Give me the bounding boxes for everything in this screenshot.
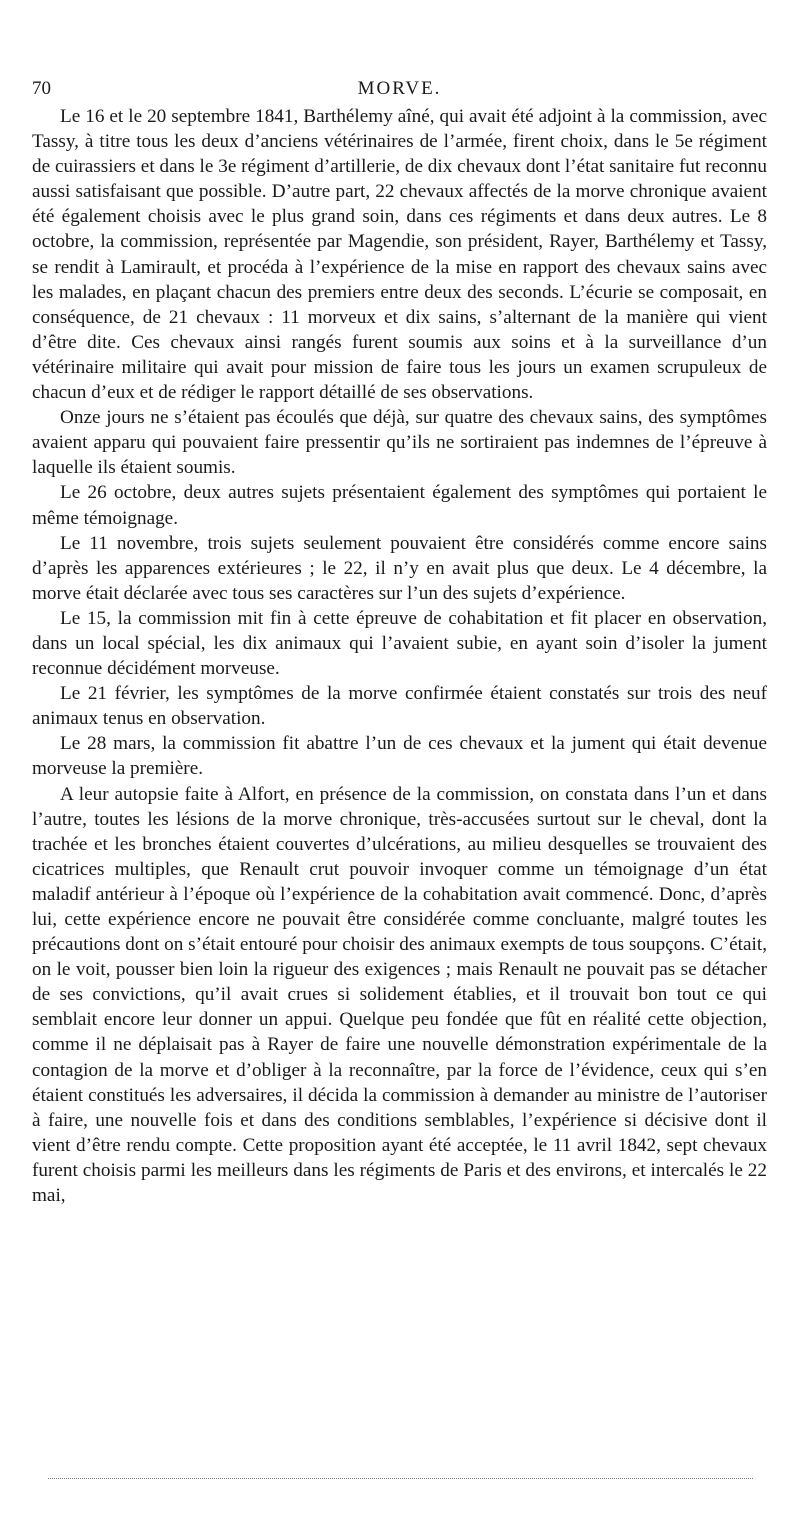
paragraph-26-october: Le 26 octobre, deux autres sujets présentaient également des symptômes qui portaient le même témoignage. bbox=[32, 482, 767, 529]
paragraph-15th: Le 15, la commission mit fin à cette épreuve de cohabitation et fit placer en observation, dans un local spécial, les dix animaux qui l’avaient subie, en ayant soin d’isoler la jument reconnue décidément morveuse. bbox=[32, 607, 767, 680]
body-text bbox=[32, 104, 767, 1208]
footer-dotted-rule bbox=[48, 1478, 753, 1479]
paragraph-experiment-setup: Le 16 et le 20 septembre 1841, Barthélemy aîné, qui avait été adjoint à la commission, avec Tassy, à titre tous les deux d’anciens vétérinaires de l’armée, firent choix, dans le 5e régiment de cuirassiers et dans le 3e régiment d’artillerie, de dix chevaux dont l’état sanitaire fut reconnu aussi satisfaisant que possible. D’autre part, 22 chevaux affectés de la morve chronique avaient été également choisis avec le plus grand soin, dans ces régiments et dans deux autres. Le 8 octobre, la commission, représentée par Magendie, son président, Rayer, Barthélemy et Tassy, se rendit à Lamirault, et procéda à l’expérience de la mise en rapport des chevaux sains avec les malades, en plaçant chacun des premiers entre deux des seconds. L’écurie se composait, en conséquence, de 21 chevaux : 11 morveux et dix sains, s’alternant de la manière qui vient d’être dite. Ces chevaux ainsi rangés furent soumis aux soins et à la surveillance d’un vétérinaire militaire qui avait pour mission de faire tous les jours un examen scrupuleux de chacun d’eux et de rédiger le rapport détaillé de ses observations. bbox=[32, 106, 767, 404]
paragraph-eleven-days: Onze jours ne s’étaient pas écoulés que déjà, sur quatre des chevaux sains, des symptômes avaient apparu qui pouvaient faire pressentir qu’ils ne sortiraient pas indemnes de l’épreuve à laquelle ils étaient soumis. bbox=[32, 407, 767, 479]
running-title: MORVE. bbox=[357, 78, 442, 99]
book-page bbox=[32, 74, 767, 1208]
page-number: 70 bbox=[32, 78, 51, 99]
paragraph-11-november: Le 11 novembre, trois sujets seulement pouvaient être considérés comme encore sains d’après les apparences extérieures ; le 22, il n’y en avait plus que deux. Le 4 décembre, la morve était déclarée avec tous ses caractères sur l’un des sujets d’expérience. bbox=[32, 532, 767, 604]
paragraph-autopsy: A leur autopsie faite à Alfort, en présence de la commission, on constata dans l’un et dans l’autre, toutes les lésions de la morve chronique, très-accusées surtout sur le cheval, dont la trachée et les bronches étaient couvertes d’ulcérations, au milieu desquelles se trouvaient des cicatrices multiples, que Renault crut pouvoir invoquer comme un témoignage d’un état maladif antérieur à l’époque où l’expérience de la cohabitation avait commencé. Donc, d’après lui, cette expérience encore ne pouvait être considérée comme concluante, malgré toutes les précautions dont on s’était entouré pour choisir des animaux exempts de tous soupçons. C’était, on le voit, pousser bien loin la rigueur des exigences ; mais Renault ne pouvait pas se détacher de ses convictions, qu’il avait crues si solidement établies, et il trouvait bon tout ce qui semblait encore leur donner un appui. Quelque peu fondée que fût en réalité cette objection, comme il ne déplaisait pas à Rayer de faire une nouvelle démonstration expérimentale de la contagion de la morve et d’obliger à la reconnaître, par la force de l’évidence, ceux qui s’en étaient constitués les adversaires, il décida la commission à demander au ministre de l’autoriser à faire, une nouvelle fois et dans des conditions semblables, l’expérience si décisive dont il vient d’être rendu compte. Cette proposition ayant été acceptée, le 11 avril 1842, sept chevaux furent choisis parmi les meilleurs dans les régiments de Paris et des environs, et intercalés le 22 mai, bbox=[32, 783, 767, 1207]
page-header bbox=[32, 74, 767, 104]
paragraph-28-march: Le 28 mars, la commission fit abattre l’un de ces chevaux et la jument qui était devenue morveuse la première. bbox=[32, 733, 767, 780]
paragraph-21-february: Le 21 février, les symptômes de la morve confirmée étaient constatés sur trois des neuf animaux tenus en observation. bbox=[32, 683, 767, 730]
